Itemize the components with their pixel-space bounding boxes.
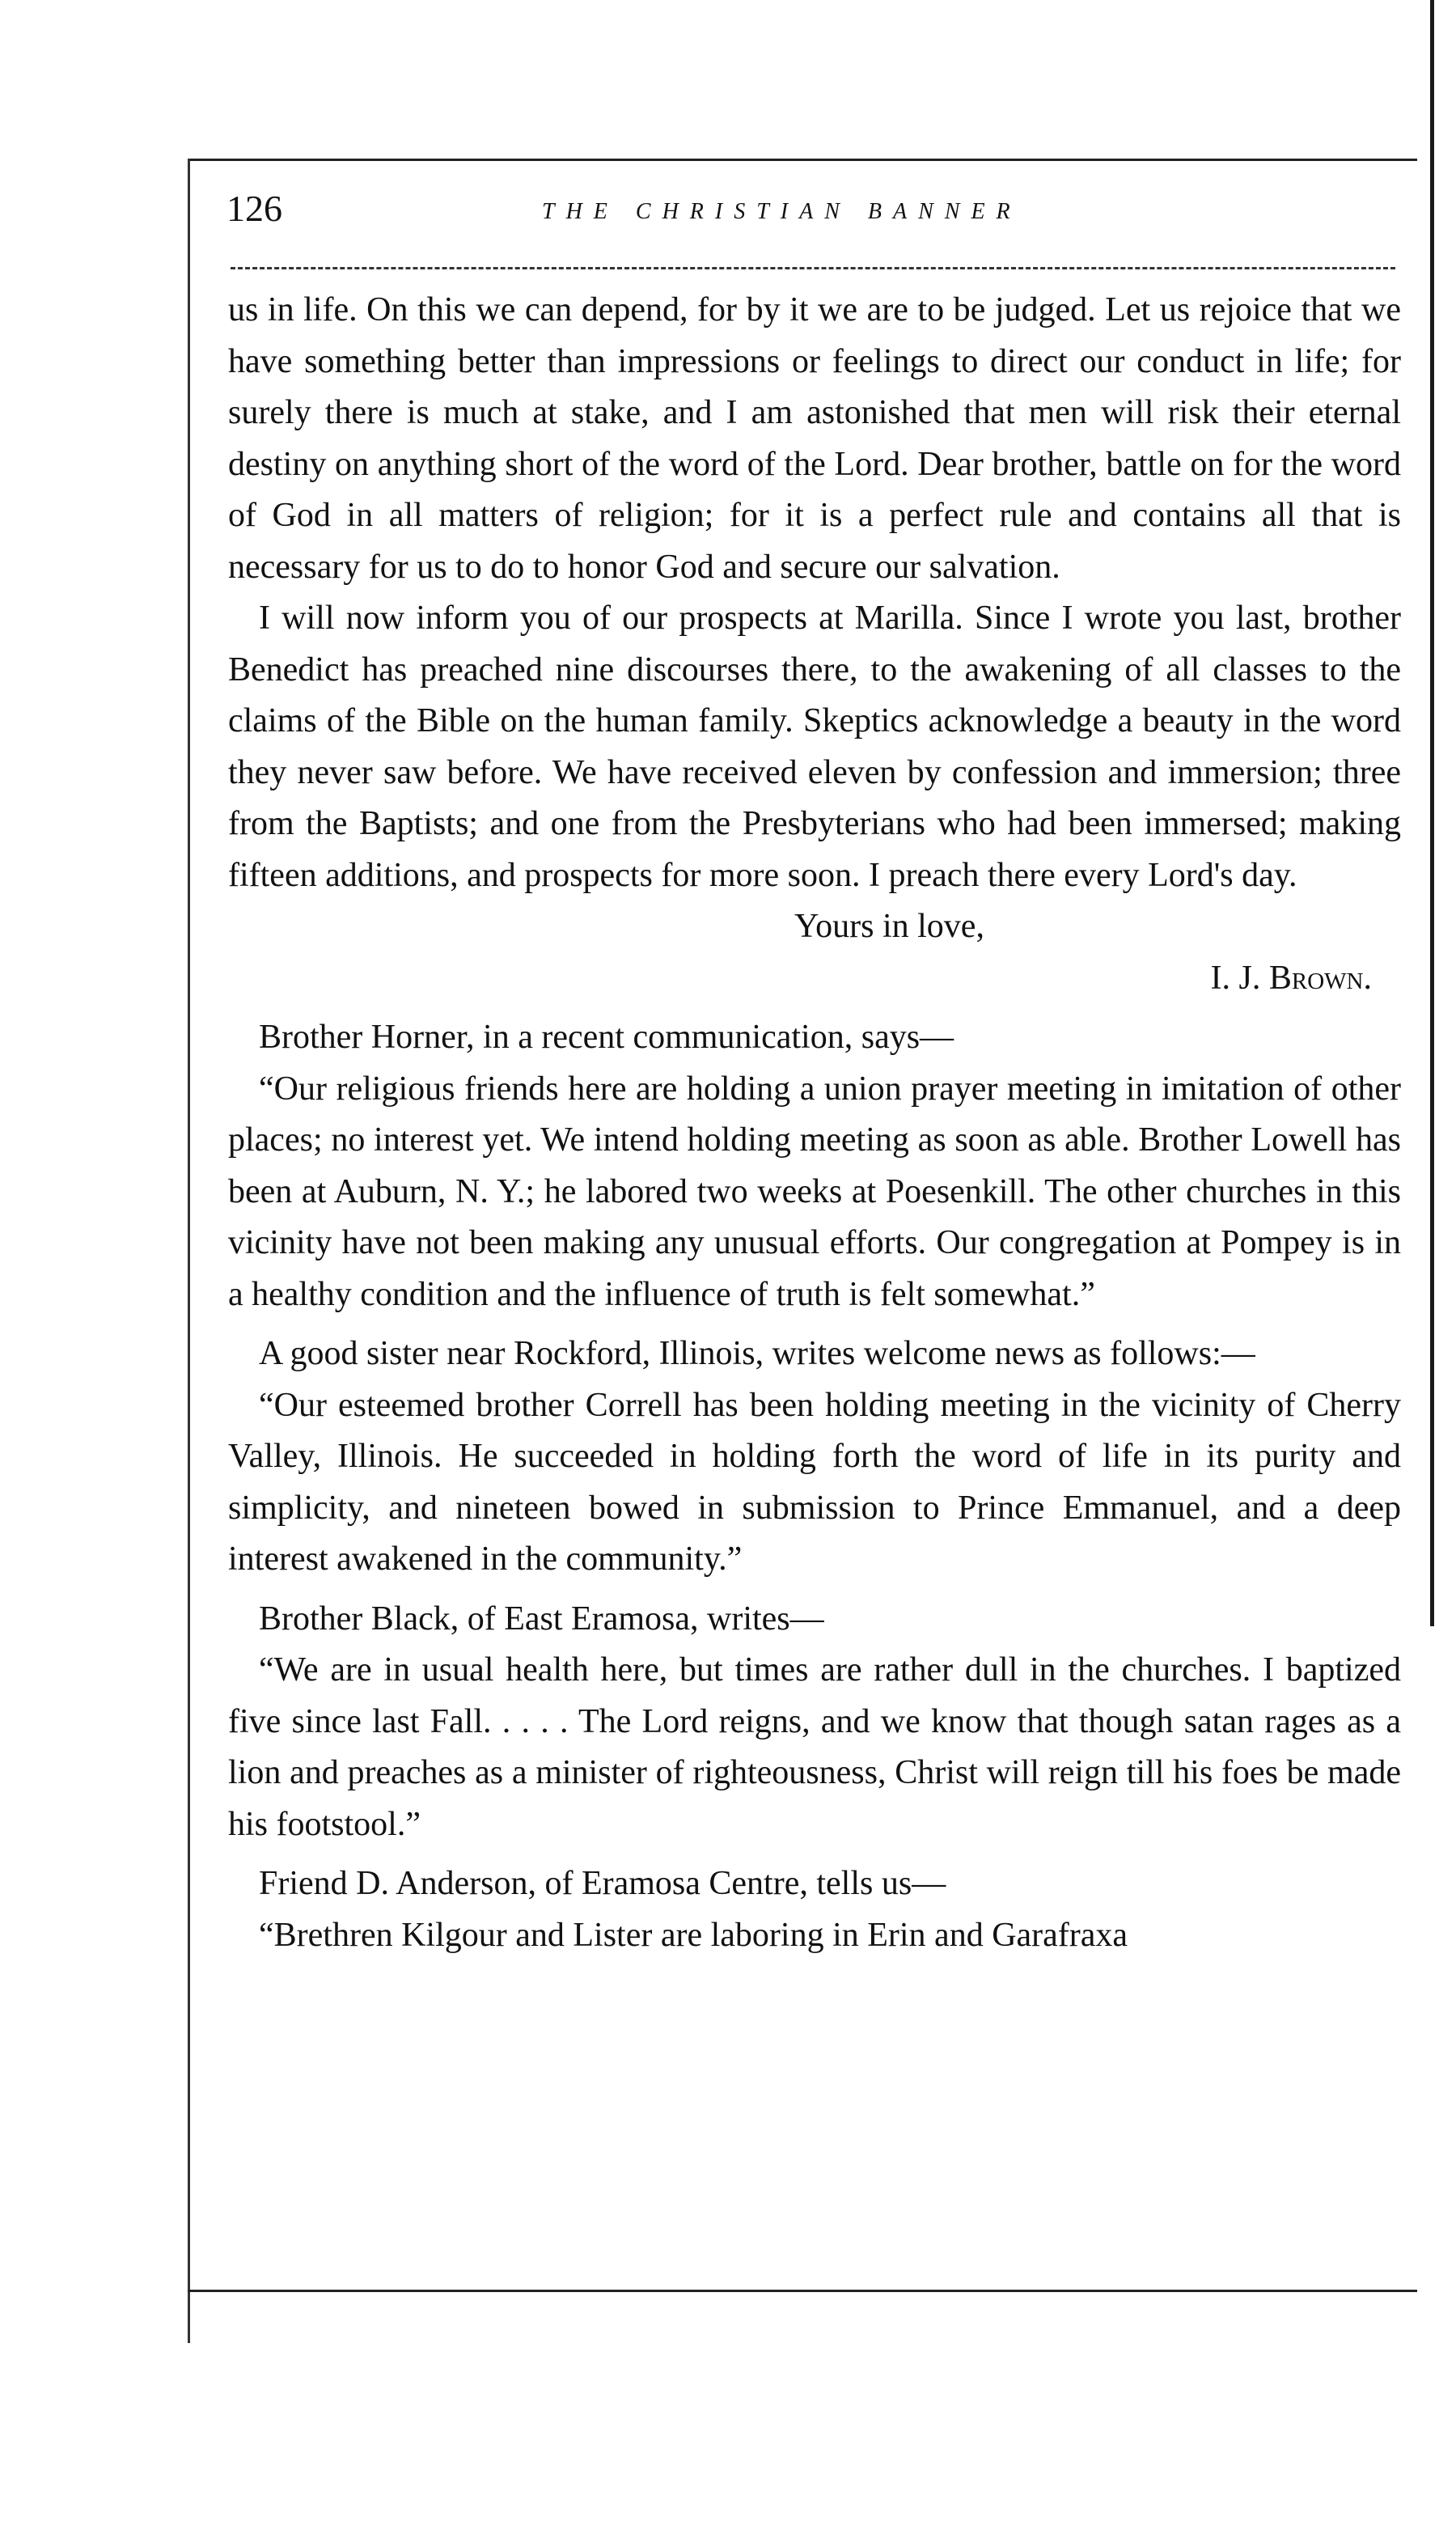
report-horner-quote: “Our religious friends here are holding a union prayer meeting in imitation of other places; no interest yet. We intend holding meeting as soon as able. Brother Lowell has been at Auburn, N. Y.; he labored two weeks at Poesenkill. The other churches in this vicinity have not been making any unusual efforts. Our congregation at Pompey is in a healthy condition and the influence of truth is felt somewhat.” xyxy=(228,1070,1401,1313)
report-sister-quote: “Our esteemed brother Correll has been holding meeting in the vicinity of Cherry Valley, Illinois. He succeeded in holding forth the word of life in its purity and simplicity, and nineteen bowed in submission to Prince Emmanuel, and a deep interest awakened in the community.” xyxy=(228,1386,1401,1578)
page-frame-top xyxy=(188,159,1417,161)
paragraph-continuation: us in life. On this we can depend, for by it we are to be judged. Let us rejoice that we have something better than impressions or feelings to direct our conduct in life; for surely there is much at stake, and I am astonished that men will risk their eternal destiny on anything short of the word of the Lord. Dear brother, battle on for the word of God in all matters of religion; for it is a perfect rule and contains all that is necessary for us to do to honor God and secure our salvation. xyxy=(228,291,1401,586)
page-frame-left xyxy=(188,159,190,2343)
page-header xyxy=(218,184,1399,233)
binding-edge-line xyxy=(1430,0,1434,1626)
report-anderson-quote: “Brethren Kilgour and Lister are laboring in Erin and Garafraxa xyxy=(259,1916,1128,1954)
signoff-salutation: Yours in love, xyxy=(794,908,984,945)
article-body xyxy=(228,285,1401,1961)
paragraph-marilla: I will now inform you of our prospects at Marilla. Since I wrote you last, brother Benedict has preached nine discourses there, to the awakening of all classes to the claims of the Bible on the human family. Skeptics acknowledge a beauty in the word they never saw before. We have received eleven by confession and immersion; three from the Baptists; and one from the Presbyterians who had been immersed; making fifteen additions, and prospects for more soon. I preach there every Lord's day. xyxy=(228,600,1401,894)
running-head: THE CHRISTIAN BANNER xyxy=(542,199,1022,224)
page-number: 126 xyxy=(226,188,282,229)
report-black-intro: Brother Black, of East Eramosa, writes— xyxy=(259,1600,824,1638)
letter-signoff xyxy=(228,901,1401,1004)
report-sister-intro: A good sister near Rockford, Illinois, writes welcome news as follows:— xyxy=(259,1335,1255,1372)
report-anderson-intro: Friend D. Anderson, of Eramosa Centre, tells us— xyxy=(259,1865,946,1902)
header-divider xyxy=(231,267,1395,269)
report-black-quote: “We are in usual health here, but times are rather dull in the churches. I baptized five since last Fall. . . . . The Lord reigns, and we know that though satan rages as a lion and preaches as a minister of righteousness, Christ will reign till his foes be made his footstool.” xyxy=(228,1651,1401,1843)
report-horner-intro: Brother Horner, in a recent communication, says— xyxy=(259,1019,954,1056)
signoff-signature: I. J. Brown. xyxy=(1210,959,1372,997)
page-frame-bottom xyxy=(188,2290,1417,2292)
